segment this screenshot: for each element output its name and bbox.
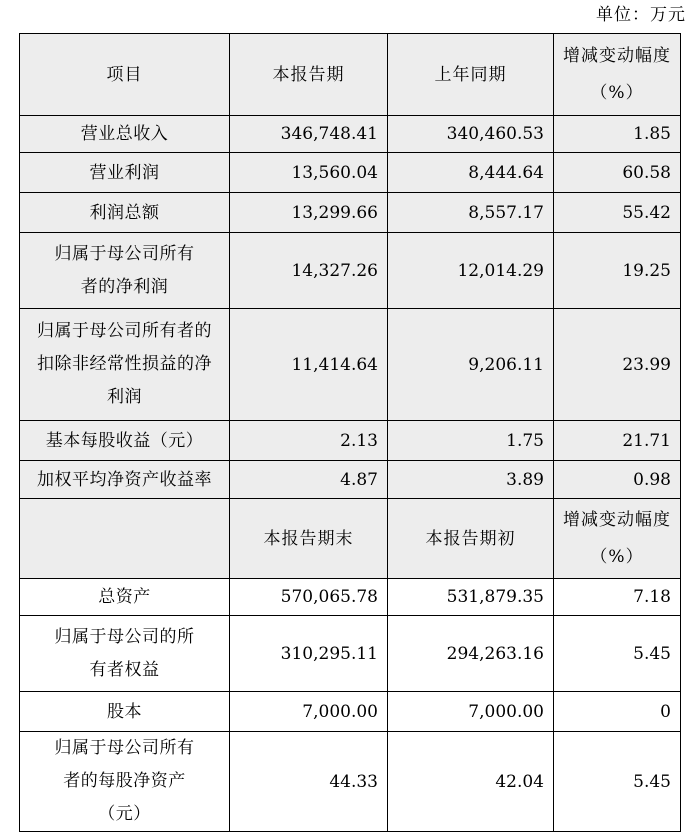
row-change: 0 [554,692,681,732]
row-item: 归属于母公司所有者的扣除非经常性损益的净利润 [20,309,230,421]
row-change: 5.45 [554,732,681,832]
row-prior: 12,014.29 [388,233,554,309]
subheader-period-end: 本报告期末 [230,499,388,579]
row-current: 13,560.04 [230,153,388,193]
subheader-period-start: 本报告期初 [388,499,554,579]
row-prior: 1.75 [388,421,554,461]
row-prior: 531,879.35 [388,579,554,616]
header-prior-period: 上年同期 [388,34,554,116]
table-row [20,616,681,692]
row-change: 5.45 [554,616,681,692]
table-row [20,579,681,616]
row-prior: 8,557.17 [388,193,554,233]
row-prior: 294,263.16 [388,616,554,692]
row-current: 11,414.64 [230,309,388,421]
table-row [20,692,681,732]
row-prior: 7,000.00 [388,692,554,732]
row-current: 346,748.41 [230,116,388,153]
table-row [20,153,681,193]
row-prior: 42.04 [388,732,554,832]
row-change: 60.58 [554,153,681,193]
table-row [20,309,681,421]
row-change: 21.71 [554,421,681,461]
row-item: 营业总收入 [20,116,230,153]
row-item: 股本 [20,692,230,732]
header-change-pct: 增减变动幅度（%） [554,34,681,116]
table-row [20,732,681,832]
row-current: 13,299.66 [230,193,388,233]
row-item: 总资产 [20,579,230,616]
financial-summary-table [19,33,681,832]
subheader-change-pct: 增减变动幅度（%） [554,499,681,579]
header-current-period: 本报告期 [230,34,388,116]
unit-label: 单位：万元 [596,5,686,25]
row-item: 营业利润 [20,153,230,193]
row-change: 19.25 [554,233,681,309]
row-current: 7,000.00 [230,692,388,732]
row-item: 归属于母公司的所有者权益 [20,616,230,692]
row-current: 4.87 [230,461,388,499]
table-row [20,116,681,153]
row-item: 加权平均净资产收益率 [20,461,230,499]
row-prior: 9,206.11 [388,309,554,421]
row-current: 570,065.78 [230,579,388,616]
table-subheader-row [20,499,681,579]
row-prior: 3.89 [388,461,554,499]
subheader-item [20,499,230,579]
row-item: 归属于母公司所有者的净利润 [20,233,230,309]
table-row [20,233,681,309]
row-item: 基本每股收益（元） [20,421,230,461]
row-prior: 340,460.53 [388,116,554,153]
table-header-row [20,34,681,116]
table-row [20,461,681,499]
row-current: 44.33 [230,732,388,832]
row-change: 0.98 [554,461,681,499]
row-change: 55.42 [554,193,681,233]
header-item: 项目 [20,34,230,116]
row-current: 310,295.11 [230,616,388,692]
row-current: 2.13 [230,421,388,461]
row-item: 归属于母公司所有者的每股净资产（元） [20,732,230,832]
row-change: 1.85 [554,116,681,153]
table-row [20,421,681,461]
row-prior: 8,444.64 [388,153,554,193]
row-change: 23.99 [554,309,681,421]
row-current: 14,327.26 [230,233,388,309]
row-change: 7.18 [554,579,681,616]
row-item: 利润总额 [20,193,230,233]
table-row [20,193,681,233]
